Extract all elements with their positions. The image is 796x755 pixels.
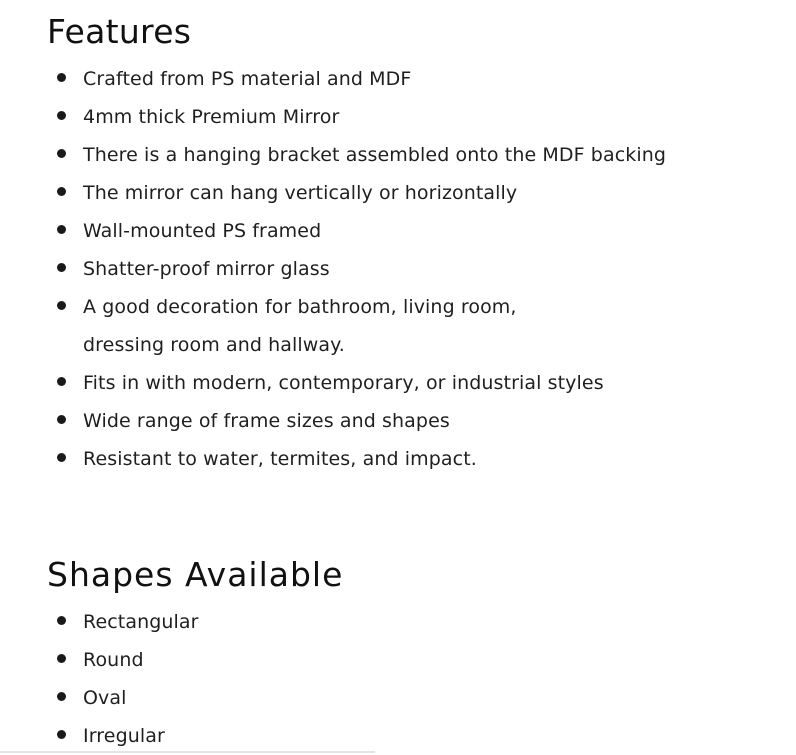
- feature-item-text: There is a hanging bracket assembled onto the MDF backing: [83, 144, 667, 166]
- feature-item-text: Wall-mounted PS framed: [83, 220, 322, 242]
- feature-item-text: Shatter-proof mirror glass: [83, 258, 330, 280]
- bullet-icon: [57, 263, 66, 272]
- features-list: [0, 60, 796, 478]
- feature-item-text: Wide range of frame sizes and shapes: [83, 410, 450, 432]
- feature-item: [0, 212, 796, 250]
- feature-item: [0, 288, 796, 364]
- feature-item: [0, 136, 796, 174]
- bullet-icon: [57, 73, 66, 82]
- bullet-icon: [57, 301, 66, 310]
- feature-item: [0, 60, 796, 98]
- bullet-icon: [57, 415, 66, 424]
- feature-item-text: Crafted from PS material and MDF: [83, 68, 412, 90]
- feature-item-text-line1: A good decoration for bathroom, living room,: [83, 296, 517, 318]
- bullet-icon: [57, 616, 66, 625]
- shape-item-text: Round: [83, 649, 144, 671]
- shapes-list: [0, 603, 796, 755]
- shape-item: [0, 603, 796, 641]
- bullet-icon: [57, 111, 66, 120]
- features-heading: Features: [47, 12, 192, 51]
- shape-item-text: Rectangular: [83, 611, 199, 633]
- bullet-icon: [57, 149, 66, 158]
- shape-item: [0, 717, 796, 755]
- feature-item: [0, 440, 796, 478]
- feature-item: [0, 402, 796, 440]
- shape-item-text: Irregular: [83, 725, 165, 747]
- bullet-icon: [57, 225, 66, 234]
- feature-item: [0, 364, 796, 402]
- feature-item-text: 4mm thick Premium Mirror: [83, 106, 340, 128]
- feature-item-text: Resistant to water, termites, and impact.: [83, 448, 477, 470]
- feature-item-text: Fits in with modern, contemporary, or industrial styles: [83, 372, 604, 394]
- feature-item-text: The mirror can hang vertically or horizontally: [83, 182, 518, 204]
- bullet-icon: [57, 654, 66, 663]
- shape-item: [0, 641, 796, 679]
- shape-item-text: Oval: [83, 687, 127, 709]
- bullet-icon: [57, 187, 66, 196]
- bullet-icon: [57, 377, 66, 386]
- feature-item-text-line2: dressing room and hallway.: [83, 334, 345, 356]
- feature-item: [0, 174, 796, 212]
- bullet-icon: [57, 692, 66, 701]
- bullet-icon: [57, 730, 66, 739]
- feature-item: [0, 250, 796, 288]
- shape-item: [0, 679, 796, 717]
- shapes-heading: Shapes Available: [47, 555, 344, 594]
- feature-item: [0, 98, 796, 136]
- bullet-icon: [57, 453, 66, 462]
